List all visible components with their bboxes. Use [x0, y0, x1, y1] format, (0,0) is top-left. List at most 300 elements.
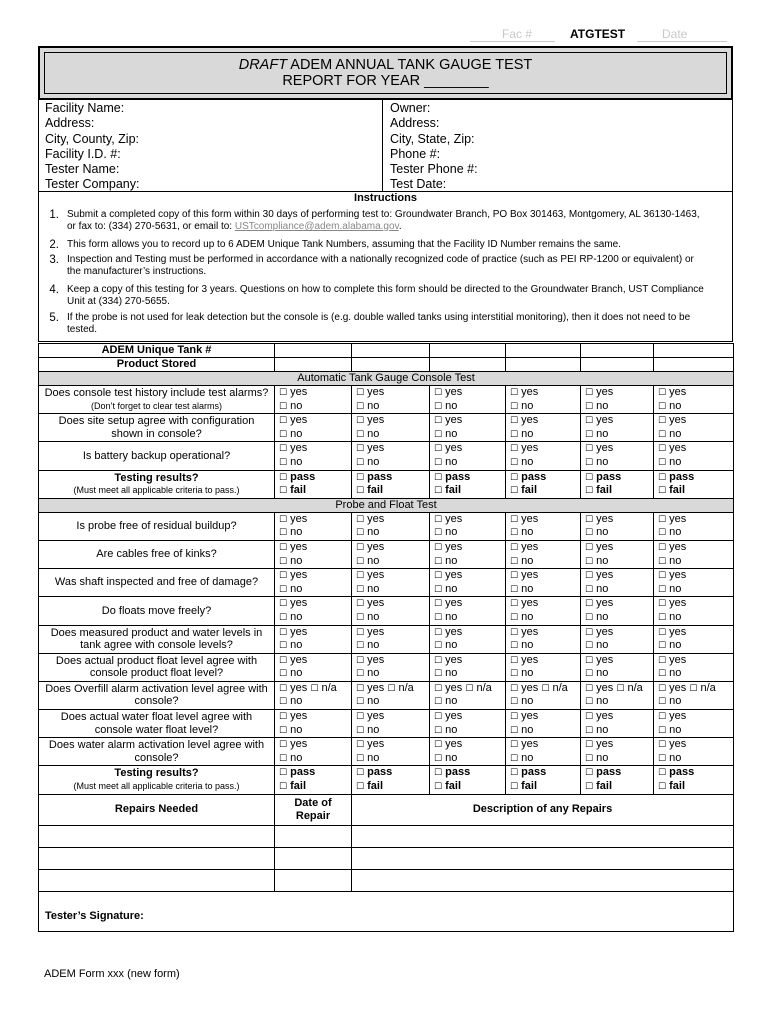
yes-option[interactable]: [510, 442, 580, 456]
no-option[interactable]: [585, 428, 653, 442]
yes-option[interactable]: [585, 597, 653, 611]
checkbox-icon[interactable]: ☐: [658, 429, 667, 440]
checkbox-icon[interactable]: ☐: [434, 782, 443, 793]
email-link[interactable]: USTcompliance@adem.alabama.gov: [234, 221, 399, 232]
checkbox-icon[interactable]: ☐: [356, 599, 365, 610]
no-option[interactable]: [434, 695, 505, 709]
yes-option[interactable]: [585, 682, 653, 696]
no-option[interactable]: [658, 639, 733, 653]
yes-option[interactable]: [658, 682, 733, 696]
checkbox-icon[interactable]: ☐: [585, 740, 594, 751]
checkbox-icon[interactable]: ☐: [356, 641, 365, 652]
checkbox-icon[interactable]: ☐: [356, 612, 365, 623]
checkbox-icon[interactable]: ☐: [279, 472, 288, 483]
yes-option[interactable]: [510, 541, 580, 555]
yes-option[interactable]: [279, 442, 351, 456]
checkbox-icon[interactable]: ☐: [510, 556, 519, 567]
checkbox-icon[interactable]: ☐: [279, 683, 288, 694]
no-option[interactable]: [356, 724, 429, 738]
no-option[interactable]: [510, 526, 580, 540]
no-option[interactable]: [434, 555, 505, 569]
no-option[interactable]: [585, 639, 653, 653]
yes-option[interactable]: [434, 597, 505, 611]
checkbox-icon[interactable]: ☐: [434, 753, 443, 764]
checkbox-icon[interactable]: ☐: [510, 388, 519, 398]
checkbox-icon[interactable]: ☐: [279, 697, 288, 708]
checkbox-icon[interactable]: ☐: [585, 612, 594, 623]
repair-date-cell[interactable]: [275, 825, 352, 847]
checkbox-icon[interactable]: ☐: [434, 514, 443, 525]
no-option[interactable]: [658, 752, 733, 766]
yes-option[interactable]: [585, 513, 653, 527]
checkbox-icon[interactable]: ☐: [585, 472, 594, 483]
yes-option[interactable]: [279, 626, 351, 640]
no-option[interactable]: [279, 526, 351, 540]
checkbox-icon[interactable]: ☐: [279, 571, 288, 582]
tank-cell[interactable]: [352, 344, 430, 358]
pass-option[interactable]: [434, 766, 505, 780]
checkbox-icon[interactable]: ☐: [510, 768, 519, 779]
no-option[interactable]: [510, 611, 580, 625]
checkbox-icon[interactable]: ☐: [585, 401, 594, 412]
checkbox-icon[interactable]: ☐: [510, 514, 519, 525]
no-option[interactable]: [434, 639, 505, 653]
no-option[interactable]: [585, 400, 653, 414]
tank-cell[interactable]: [275, 358, 352, 372]
no-option[interactable]: [510, 695, 580, 709]
checkbox-icon[interactable]: ☐: [310, 683, 319, 694]
checkbox-icon[interactable]: ☐: [585, 697, 594, 708]
checkbox-icon[interactable]: ☐: [658, 571, 667, 582]
checkbox-icon[interactable]: ☐: [434, 725, 443, 736]
tank-cell[interactable]: [506, 358, 581, 372]
checkbox-icon[interactable]: ☐: [356, 514, 365, 525]
fail-option[interactable]: [510, 780, 580, 794]
checkbox-icon[interactable]: ☐: [356, 486, 365, 497]
pass-option[interactable]: [585, 471, 653, 485]
checkbox-icon[interactable]: ☐: [356, 627, 365, 638]
yes-option[interactable]: [279, 710, 351, 724]
no-option[interactable]: [356, 555, 429, 569]
fail-option[interactable]: [658, 484, 733, 498]
checkbox-icon[interactable]: ☐: [585, 669, 594, 680]
yes-option[interactable]: [356, 541, 429, 555]
yes-option[interactable]: [585, 414, 653, 428]
yes-option[interactable]: [279, 513, 351, 527]
checkbox-icon[interactable]: ☐: [658, 457, 667, 468]
checkbox-icon[interactable]: ☐: [585, 486, 594, 497]
pass-option[interactable]: [510, 471, 580, 485]
checkbox-icon[interactable]: ☐: [356, 388, 365, 398]
yes-option[interactable]: [585, 569, 653, 583]
yes-option[interactable]: [356, 654, 429, 668]
fail-option[interactable]: [434, 484, 505, 498]
checkbox-icon[interactable]: ☐: [585, 388, 594, 398]
checkbox-icon[interactable]: ☐: [434, 612, 443, 623]
fail-option[interactable]: [510, 484, 580, 498]
checkbox-icon[interactable]: ☐: [658, 655, 667, 666]
checkbox-icon[interactable]: ☐: [510, 782, 519, 793]
checkbox-icon[interactable]: ☐: [279, 725, 288, 736]
checkbox-icon[interactable]: ☐: [658, 612, 667, 623]
checkbox-icon[interactable]: ☐: [434, 641, 443, 652]
checkbox-icon[interactable]: ☐: [585, 584, 594, 595]
no-option[interactable]: [434, 724, 505, 738]
checkbox-icon[interactable]: ☐: [279, 457, 288, 468]
yes-option[interactable]: [356, 513, 429, 527]
no-option[interactable]: [585, 724, 653, 738]
checkbox-icon[interactable]: ☐: [279, 599, 288, 610]
checkbox-icon[interactable]: ☐: [510, 444, 519, 455]
no-option[interactable]: [356, 456, 429, 470]
repair-cell[interactable]: [39, 869, 275, 891]
no-option[interactable]: [658, 667, 733, 681]
checkbox-icon[interactable]: ☐: [434, 768, 443, 779]
checkbox-icon[interactable]: ☐: [434, 444, 443, 455]
no-option[interactable]: [356, 752, 429, 766]
checkbox-icon[interactable]: ☐: [356, 401, 365, 412]
checkbox-icon[interactable]: ☐: [434, 556, 443, 567]
yes-option[interactable]: [279, 569, 351, 583]
yes-option[interactable]: [279, 386, 351, 400]
checkbox-icon[interactable]: ☐: [510, 712, 519, 723]
no-option[interactable]: [279, 724, 351, 738]
yes-option[interactable]: [658, 541, 733, 555]
yes-option[interactable]: [356, 442, 429, 456]
pass-option[interactable]: [356, 766, 429, 780]
checkbox-icon[interactable]: ☐: [279, 429, 288, 440]
checkbox-icon[interactable]: ☐: [658, 542, 667, 553]
no-option[interactable]: [585, 611, 653, 625]
no-option[interactable]: [658, 695, 733, 709]
checkbox-icon[interactable]: ☐: [279, 641, 288, 652]
no-option[interactable]: [658, 526, 733, 540]
yes-option[interactable]: [658, 414, 733, 428]
checkbox-icon[interactable]: ☐: [434, 627, 443, 638]
checkbox-icon[interactable]: ☐: [585, 571, 594, 582]
tank-cell[interactable]: [275, 344, 352, 358]
no-option[interactable]: [585, 695, 653, 709]
tank-cell[interactable]: [506, 344, 581, 358]
yes-option[interactable]: [434, 442, 505, 456]
fail-option[interactable]: [356, 780, 429, 794]
checkbox-icon[interactable]: ☐: [279, 782, 288, 793]
checkbox-icon[interactable]: ☐: [356, 669, 365, 680]
yes-option[interactable]: [658, 710, 733, 724]
checkbox-icon[interactable]: ☐: [510, 612, 519, 623]
yes-option[interactable]: [658, 442, 733, 456]
no-option[interactable]: [585, 752, 653, 766]
repair-date-cell[interactable]: [275, 869, 352, 891]
yes-option[interactable]: [279, 738, 351, 752]
repair-date-cell[interactable]: [275, 847, 352, 869]
yes-option[interactable]: [279, 597, 351, 611]
checkbox-icon[interactable]: ☐: [510, 401, 519, 412]
checkbox-icon[interactable]: ☐: [434, 655, 443, 666]
checkbox-icon[interactable]: ☐: [585, 429, 594, 440]
pass-option[interactable]: [434, 471, 505, 485]
tank-cell[interactable]: [581, 344, 654, 358]
checkbox-icon[interactable]: ☐: [585, 725, 594, 736]
fail-option[interactable]: [279, 780, 351, 794]
checkbox-icon[interactable]: ☐: [387, 683, 396, 694]
no-option[interactable]: [658, 428, 733, 442]
checkbox-icon[interactable]: ☐: [689, 683, 698, 694]
checkbox-icon[interactable]: ☐: [434, 542, 443, 553]
checkbox-icon[interactable]: ☐: [434, 401, 443, 412]
checkbox-icon[interactable]: ☐: [279, 388, 288, 398]
checkbox-icon[interactable]: ☐: [658, 584, 667, 595]
yes-option[interactable]: [356, 569, 429, 583]
yes-option[interactable]: [434, 513, 505, 527]
no-option[interactable]: [434, 456, 505, 470]
checkbox-icon[interactable]: ☐: [658, 486, 667, 497]
checkbox-icon[interactable]: ☐: [510, 641, 519, 652]
checkbox-icon[interactable]: ☐: [585, 556, 594, 567]
checkbox-icon[interactable]: ☐: [510, 486, 519, 497]
checkbox-icon[interactable]: ☐: [356, 697, 365, 708]
yes-option[interactable]: [585, 386, 653, 400]
checkbox-icon[interactable]: ☐: [510, 472, 519, 483]
checkbox-icon[interactable]: ☐: [434, 683, 443, 694]
no-option[interactable]: [658, 724, 733, 738]
checkbox-icon[interactable]: ☐: [279, 528, 288, 539]
yes-option[interactable]: [510, 682, 580, 696]
fail-option[interactable]: [585, 484, 653, 498]
checkbox-icon[interactable]: ☐: [279, 416, 288, 427]
repair-cell[interactable]: [39, 847, 275, 869]
checkbox-icon[interactable]: ☐: [434, 584, 443, 595]
checkbox-icon[interactable]: ☐: [356, 542, 365, 553]
tank-cell[interactable]: [430, 358, 506, 372]
no-option[interactable]: [434, 667, 505, 681]
yes-option[interactable]: [510, 738, 580, 752]
checkbox-icon[interactable]: ☐: [279, 712, 288, 723]
checkbox-icon[interactable]: ☐: [279, 584, 288, 595]
yes-option[interactable]: [510, 569, 580, 583]
checkbox-icon[interactable]: ☐: [658, 401, 667, 412]
no-option[interactable]: [510, 400, 580, 414]
checkbox-icon[interactable]: ☐: [434, 669, 443, 680]
no-option[interactable]: [510, 639, 580, 653]
checkbox-icon[interactable]: ☐: [510, 655, 519, 666]
checkbox-icon[interactable]: ☐: [541, 683, 550, 694]
checkbox-icon[interactable]: ☐: [279, 486, 288, 497]
checkbox-icon[interactable]: ☐: [585, 712, 594, 723]
tank-cell[interactable]: [654, 344, 734, 358]
repair-cell[interactable]: [39, 825, 275, 847]
checkbox-icon[interactable]: ☐: [510, 571, 519, 582]
pass-option[interactable]: [356, 471, 429, 485]
checkbox-icon[interactable]: ☐: [510, 528, 519, 539]
checkbox-icon[interactable]: ☐: [356, 457, 365, 468]
checkbox-icon[interactable]: ☐: [434, 457, 443, 468]
no-option[interactable]: [356, 526, 429, 540]
checkbox-icon[interactable]: ☐: [510, 725, 519, 736]
checkbox-icon[interactable]: ☐: [510, 740, 519, 751]
checkbox-icon[interactable]: ☐: [658, 683, 667, 694]
checkbox-icon[interactable]: ☐: [585, 782, 594, 793]
checkbox-icon[interactable]: ☐: [585, 457, 594, 468]
checkbox-icon[interactable]: ☐: [356, 528, 365, 539]
checkbox-icon[interactable]: ☐: [585, 444, 594, 455]
no-option[interactable]: [279, 695, 351, 709]
checkbox-icon[interactable]: ☐: [434, 697, 443, 708]
tank-cell[interactable]: [430, 344, 506, 358]
yes-option[interactable]: [356, 710, 429, 724]
yes-option[interactable]: [585, 738, 653, 752]
checkbox-icon[interactable]: ☐: [434, 571, 443, 582]
checkbox-icon[interactable]: ☐: [658, 528, 667, 539]
no-option[interactable]: [434, 526, 505, 540]
yes-option[interactable]: [434, 541, 505, 555]
no-option[interactable]: [356, 400, 429, 414]
checkbox-icon[interactable]: ☐: [356, 712, 365, 723]
no-option[interactable]: [510, 555, 580, 569]
checkbox-icon[interactable]: ☐: [616, 683, 625, 694]
tank-cell[interactable]: [352, 358, 430, 372]
no-option[interactable]: [585, 526, 653, 540]
checkbox-icon[interactable]: ☐: [434, 599, 443, 610]
yes-option[interactable]: [658, 597, 733, 611]
checkbox-icon[interactable]: ☐: [356, 472, 365, 483]
pass-option[interactable]: [658, 766, 733, 780]
checkbox-icon[interactable]: ☐: [510, 584, 519, 595]
no-option[interactable]: [510, 428, 580, 442]
no-option[interactable]: [434, 583, 505, 597]
yes-option[interactable]: [279, 414, 351, 428]
checkbox-icon[interactable]: ☐: [585, 599, 594, 610]
repair-description-cell[interactable]: [352, 847, 734, 869]
checkbox-icon[interactable]: ☐: [356, 416, 365, 427]
yes-option[interactable]: [585, 541, 653, 555]
yes-option[interactable]: [658, 513, 733, 527]
no-option[interactable]: [356, 428, 429, 442]
repair-description-cell[interactable]: [352, 869, 734, 891]
no-option[interactable]: [279, 583, 351, 597]
no-option[interactable]: [510, 667, 580, 681]
checkbox-icon[interactable]: ☐: [279, 514, 288, 525]
checkbox-icon[interactable]: ☐: [510, 669, 519, 680]
no-option[interactable]: [434, 428, 505, 442]
no-option[interactable]: [585, 667, 653, 681]
checkbox-icon[interactable]: ☐: [356, 655, 365, 666]
checkbox-icon[interactable]: ☐: [434, 472, 443, 483]
checkbox-icon[interactable]: ☐: [356, 556, 365, 567]
tank-cell[interactable]: [581, 358, 654, 372]
yes-option[interactable]: [585, 626, 653, 640]
yes-option[interactable]: [356, 414, 429, 428]
yes-option[interactable]: [356, 626, 429, 640]
checkbox-icon[interactable]: ☐: [510, 697, 519, 708]
yes-option[interactable]: [510, 654, 580, 668]
pass-option[interactable]: [585, 766, 653, 780]
yes-option[interactable]: [356, 738, 429, 752]
checkbox-icon[interactable]: ☐: [658, 753, 667, 764]
yes-option[interactable]: [510, 597, 580, 611]
checkbox-icon[interactable]: ☐: [356, 683, 365, 694]
fail-option[interactable]: [434, 780, 505, 794]
yes-option[interactable]: [434, 626, 505, 640]
checkbox-icon[interactable]: ☐: [585, 514, 594, 525]
tank-cell[interactable]: [654, 358, 734, 372]
yes-option[interactable]: [434, 386, 505, 400]
tester-signature-field[interactable]: Tester’s Signature:: [39, 891, 734, 931]
checkbox-icon[interactable]: ☐: [658, 514, 667, 525]
no-option[interactable]: [356, 639, 429, 653]
checkbox-icon[interactable]: ☐: [279, 768, 288, 779]
yes-option[interactable]: [510, 386, 580, 400]
checkbox-icon[interactable]: ☐: [434, 486, 443, 497]
checkbox-icon[interactable]: ☐: [510, 599, 519, 610]
checkbox-icon[interactable]: ☐: [658, 669, 667, 680]
checkbox-icon[interactable]: ☐: [279, 542, 288, 553]
no-option[interactable]: [279, 752, 351, 766]
checkbox-icon[interactable]: ☐: [658, 627, 667, 638]
yes-option[interactable]: [279, 541, 351, 555]
checkbox-icon[interactable]: ☐: [279, 753, 288, 764]
checkbox-icon[interactable]: ☐: [279, 556, 288, 567]
no-option[interactable]: [510, 752, 580, 766]
no-option[interactable]: [356, 695, 429, 709]
checkbox-icon[interactable]: ☐: [658, 712, 667, 723]
checkbox-icon[interactable]: ☐: [658, 641, 667, 652]
no-option[interactable]: [279, 555, 351, 569]
checkbox-icon[interactable]: ☐: [510, 683, 519, 694]
checkbox-icon[interactable]: ☐: [658, 388, 667, 398]
checkbox-icon[interactable]: ☐: [356, 571, 365, 582]
yes-option[interactable]: [279, 654, 351, 668]
checkbox-icon[interactable]: ☐: [356, 725, 365, 736]
yes-option[interactable]: [658, 738, 733, 752]
yes-option[interactable]: [434, 682, 505, 696]
checkbox-icon[interactable]: ☐: [658, 472, 667, 483]
no-option[interactable]: [510, 583, 580, 597]
no-option[interactable]: [279, 456, 351, 470]
checkbox-icon[interactable]: ☐: [356, 753, 365, 764]
no-option[interactable]: [279, 400, 351, 414]
fail-option[interactable]: [356, 484, 429, 498]
no-option[interactable]: [658, 555, 733, 569]
no-option[interactable]: [658, 400, 733, 414]
pass-option[interactable]: [279, 471, 351, 485]
yes-option[interactable]: [510, 710, 580, 724]
no-option[interactable]: [279, 667, 351, 681]
checkbox-icon[interactable]: ☐: [658, 725, 667, 736]
yes-option[interactable]: [434, 738, 505, 752]
checkbox-icon[interactable]: ☐: [279, 627, 288, 638]
no-option[interactable]: [510, 456, 580, 470]
yes-option[interactable]: [658, 654, 733, 668]
checkbox-icon[interactable]: ☐: [510, 753, 519, 764]
pass-option[interactable]: [658, 471, 733, 485]
no-option[interactable]: [356, 611, 429, 625]
checkbox-icon[interactable]: ☐: [658, 768, 667, 779]
yes-option[interactable]: [658, 569, 733, 583]
checkbox-icon[interactable]: ☐: [434, 388, 443, 398]
no-option[interactable]: [279, 611, 351, 625]
checkbox-icon[interactable]: ☐: [356, 584, 365, 595]
yes-option[interactable]: [585, 710, 653, 724]
yes-option[interactable]: [434, 569, 505, 583]
checkbox-icon[interactable]: ☐: [356, 782, 365, 793]
checkbox-icon[interactable]: ☐: [510, 457, 519, 468]
yes-option[interactable]: [585, 442, 653, 456]
checkbox-icon[interactable]: ☐: [585, 655, 594, 666]
checkbox-icon[interactable]: ☐: [585, 542, 594, 553]
checkbox-icon[interactable]: ☐: [279, 740, 288, 751]
yes-option[interactable]: [510, 626, 580, 640]
